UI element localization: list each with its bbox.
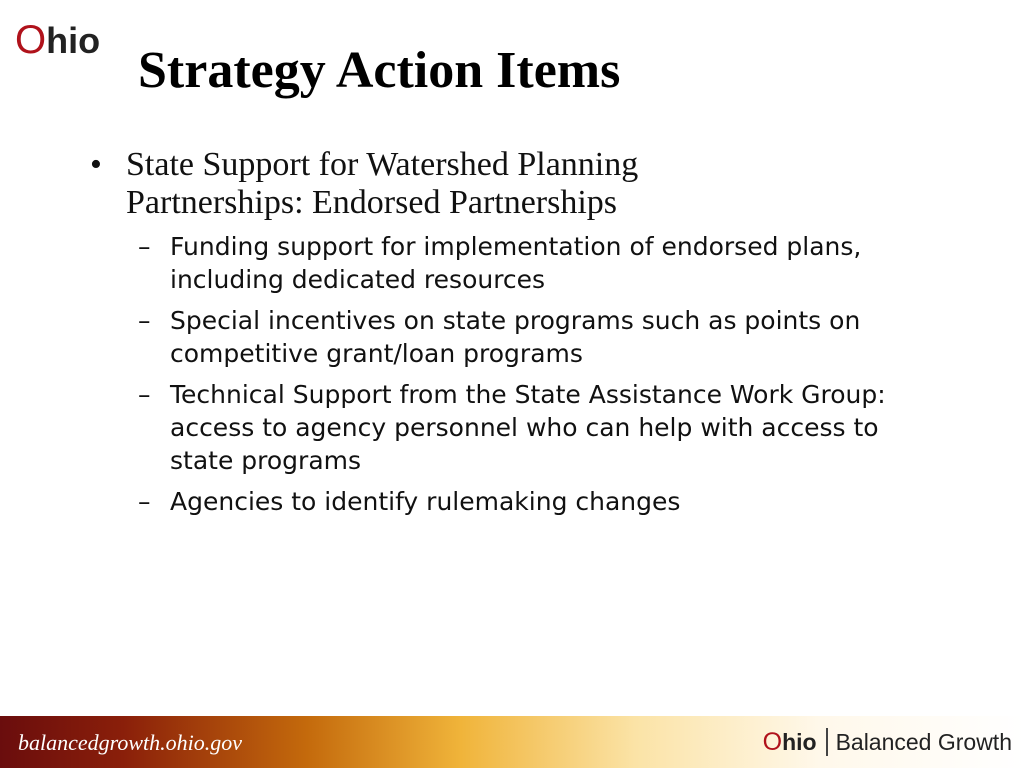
slide-content — [86, 146, 966, 526]
dash-marker: – — [138, 232, 151, 261]
sub-bullet-text: Special incentives on state programs such as points on competitive grant/loan programs — [170, 306, 861, 368]
dash-marker: – — [138, 306, 151, 335]
ohio-logo-o: O — [15, 18, 47, 62]
footer-url[interactable]: balancedgrowth.ohio.gov — [18, 730, 243, 755]
dash-marker: – — [138, 487, 151, 516]
sub-bullet-text: Funding support for implementation of endorsed plans, including dedicated resources — [170, 232, 862, 294]
sub-bullet-item — [138, 304, 930, 370]
dash-marker: – — [138, 380, 151, 409]
sub-bullet-item — [138, 378, 930, 477]
logo-divider — [826, 728, 828, 756]
sub-bullet-text: Agencies to identify rulemaking changes — [170, 487, 681, 516]
footer-ohio-rest: hio — [782, 728, 817, 755]
bullet-marker: • — [90, 146, 102, 183]
ohio-logo — [15, 20, 100, 61]
main-bullet-line-2: Partnerships: Endorsed Partnerships — [126, 184, 618, 221]
footer-ohio-o: O — [762, 727, 783, 756]
ohio-logo-rest: hio — [46, 20, 101, 61]
sub-bullet-item — [138, 485, 930, 518]
balanced-growth-logo — [763, 725, 1012, 759]
footer-bar — [0, 716, 1024, 768]
sub-bullet-list — [138, 230, 966, 518]
slide-title: Strategy Action Items — [138, 42, 621, 99]
footer-ohio-wordmark — [763, 728, 817, 757]
sub-bullet-text: Technical Support from the State Assistance Work Group: access to agency personnel who can help with access to state programs — [170, 380, 886, 475]
sub-bullet-item — [138, 230, 930, 296]
main-bullet — [86, 146, 766, 222]
main-bullet-line-1: State Support for Watershed Planning — [126, 146, 639, 183]
footer-program-name: Balanced Growth — [835, 728, 1012, 755]
